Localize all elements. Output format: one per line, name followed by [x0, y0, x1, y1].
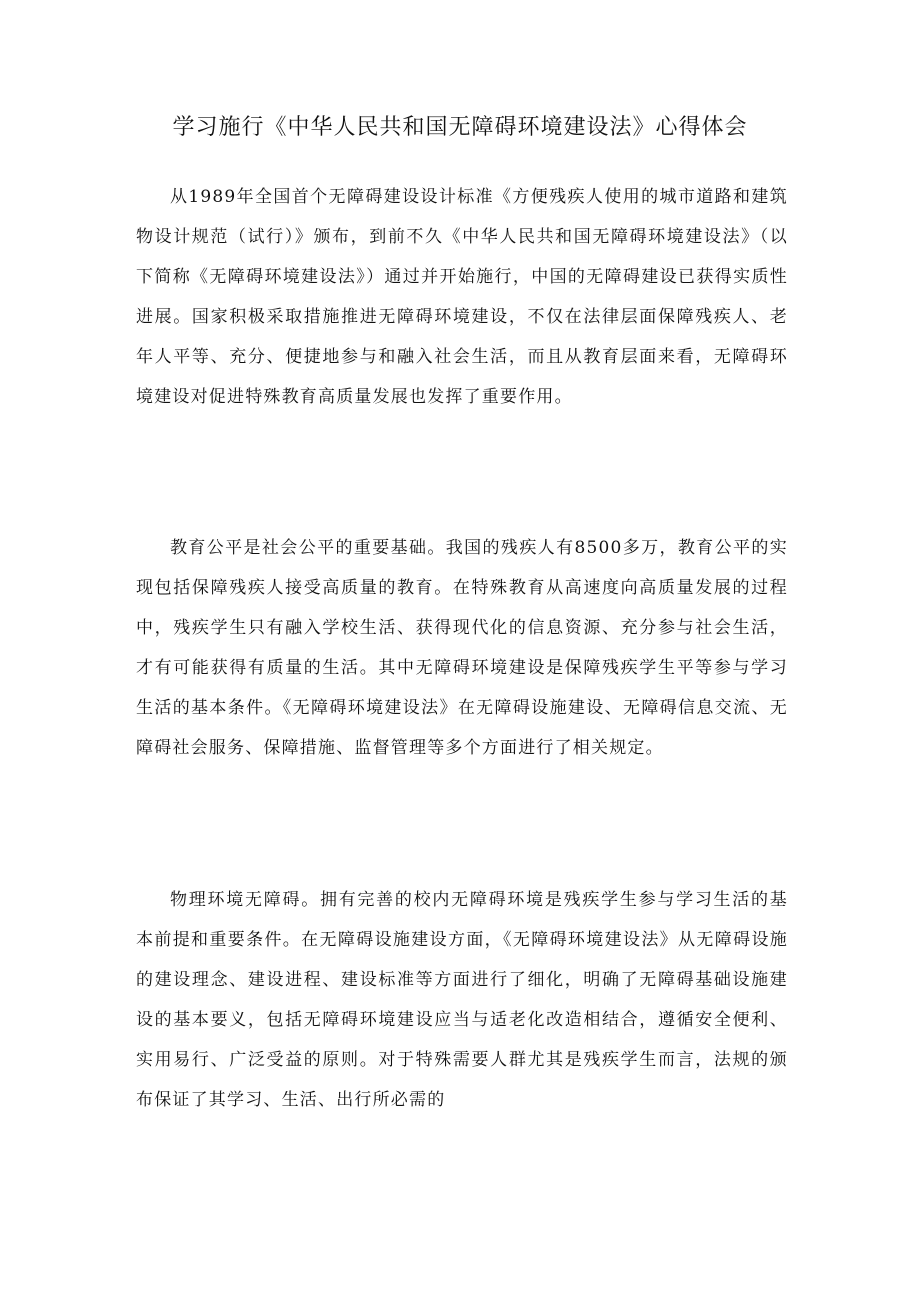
paragraph-physical-environment: 物理环境无障碍。拥有完善的校内无障碍环境是残疾学生参与学习生活的基本前提和重要条件。在无障碍设施建设方面，《无障碍环境建设法》从无障碍设施的建设理念、建设进程、建设标准等方面进行了细化，明确了无障碍基础设施建设的基本要义，包括无障碍环境建设应当与适老化改造相结合，遵循安全便利、实用易行、广泛受益的原则。对于特殊需要人群尤其是残疾学生而言，法规的颁布保证了其学习、生活、出行所必需的: [136, 890, 788, 1110]
document-title: 学习施行《中华人民共和国无障碍环境建设法》心得体会: [172, 115, 748, 140]
paragraph-history: 从1989年全国首个无障碍建设设计标准《方便残疾人使用的城市道路和建筑物设计规范（试行）》颁布，到前不久《中华人民共和国无障碍环境建设法》（以下简称《无障碍环境建设法》）通过并开始施行，中国的无障碍建设已获得实质性进展。国家积极采取措施推进无障碍环境建设，不仅在法律层面保障残疾人、老年人平等、充分、便捷地参与和融入社会生活，而且从教育层面来看，无障碍环境建设对促进特殊教育高质量发展也发挥了重要作用。: [136, 187, 788, 407]
paragraph-education-equity: 教育公平是社会公平的重要基础。我国的残疾人有8500多万，教育公平的实现包括保障残疾人接受高质量的教育。在特殊教育从高速度向高质量发展的过程中，残疾学生只有融入学校生活、获得现代化的信息资源、充分参与社会生活，才有可能获得有质量的生活。其中无障碍环境建设是保障残疾学生平等参与学习生活的基本条件。《无障碍环境建设法》在无障碍设施建设、无障碍信息交流、无障碍社会服务、保障措施、监督管理等多个方面进行了相关规定。: [136, 538, 788, 758]
